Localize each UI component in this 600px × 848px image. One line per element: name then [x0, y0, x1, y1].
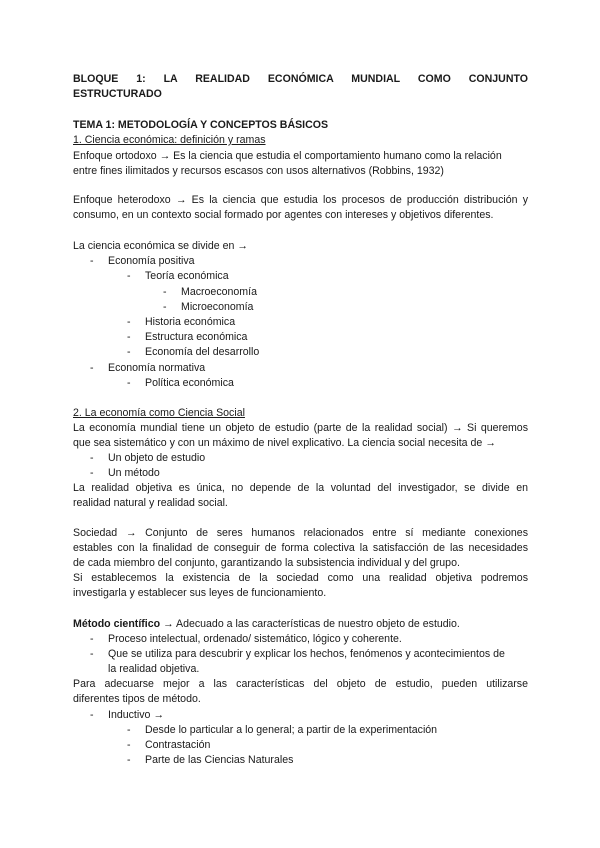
- list-dash: -: [127, 754, 131, 766]
- list-dash: -: [90, 362, 94, 374]
- list-item: Un objeto de estudio: [108, 452, 206, 464]
- list-item: Macroeconomía: [181, 286, 257, 298]
- list-item: Proceso intelectual, ordenado/ sistemático, lógico y coherente.: [108, 633, 402, 645]
- list-item: Estructura económica: [145, 331, 248, 343]
- s2-p1-line1: La economía mundial tiene un objeto de estudio (parte de la realidad social) → Si queremos: [73, 422, 528, 434]
- list-dash: -: [90, 633, 94, 645]
- metodo-def: → Adecuado a las características de nuestro objeto de estudio.: [160, 618, 460, 630]
- s2-p2-line1: La realidad objetiva es única, no depende de la voluntad del investigador, se divide en: [73, 482, 528, 494]
- list-dash: -: [163, 286, 167, 298]
- section2-heading: 2. La economía como Ciencia Social: [73, 407, 245, 419]
- metodo-p-line1: Para adecuarse mejor a las características del objeto de estudio, pueden utilizarse: [73, 678, 528, 690]
- list-dash: -: [90, 709, 94, 721]
- list-item-cont: la realidad objetiva.: [108, 663, 200, 675]
- list-dash: -: [163, 301, 167, 313]
- list-item: Economía del desarrollo: [145, 346, 260, 358]
- bloque-title-line1: BLOQUE 1: LA REALIDAD ECONÓMICA MUNDIAL COMO CONJUNTO: [73, 73, 528, 85]
- heterodoxo-line1: Enfoque heterodoxo → Es la ciencia que estudia los procesos de producción distribución y: [73, 194, 528, 206]
- s2-p1-line2: que sea sistemático y con un máximo de nivel explicativo. La ciencia social necesita de →: [73, 437, 496, 449]
- divide-line: La ciencia económica se divide en →: [73, 240, 248, 252]
- list-item: Microeconomía: [181, 301, 254, 313]
- list-dash: -: [127, 724, 131, 736]
- ortodoxo-line1: Enfoque ortodoxo → Es la ciencia que estudia el comportamiento humano como la relación: [73, 150, 502, 162]
- tema-title: TEMA 1: METODOLOGÍA Y CONCEPTOS BÁSICOS: [73, 119, 329, 131]
- sociedad-line3: de cada miembro del conjunto, garantizando la subsistencia individual y del grupo.: [73, 557, 460, 569]
- metodo-p-line2: diferentes tipos de método.: [73, 693, 201, 705]
- list-item: Un método: [108, 467, 160, 479]
- list-dash: -: [127, 739, 131, 751]
- heterodoxo-line2: consumo, en un contexto social formado por agentes con intereses y objetivos diferentes.: [73, 209, 494, 221]
- sociedad-line1: Sociedad → Conjunto de seres humanos relacionados entre sí mediante conexiones: [73, 527, 528, 539]
- list-dash: -: [90, 255, 94, 267]
- list-dash: -: [90, 467, 94, 479]
- ortodoxo-line2: entre fines ilimitados y recursos escasos con usos alternativos (Robbins, 1932): [73, 165, 444, 177]
- sociedad-line4: Si establecemos la existencia de la sociedad como una realidad objetiva podremos: [73, 572, 528, 584]
- list-dash: -: [90, 648, 94, 660]
- list-dash: -: [90, 452, 94, 464]
- list-item: Economía normativa: [108, 362, 206, 374]
- list-dash: -: [127, 270, 131, 282]
- sociedad-line5: investigarla y establecer sus leyes de funcionamiento.: [73, 587, 327, 599]
- section1-heading: 1. Ciencia económica: definición y ramas: [73, 134, 266, 146]
- list-item: Inductivo →: [108, 709, 164, 721]
- list-item: Política económica: [145, 377, 234, 389]
- list-item: Contrastación: [145, 739, 211, 751]
- list-dash: -: [127, 316, 131, 328]
- sociedad-line2: estables con la finalidad de conseguir de forma colectiva la satisfacción de las necesidades: [73, 542, 528, 554]
- list-item: Desde lo particular a lo general; a partir de la experimentación: [145, 724, 438, 736]
- list-dash: -: [127, 377, 131, 389]
- list-item: Historia económica: [145, 316, 236, 328]
- bloque-title-line2: ESTRUCTURADO: [73, 88, 162, 100]
- list-dash: -: [127, 331, 131, 343]
- metodo-line: [73, 618, 460, 631]
- list-item: Que se utiliza para descubrir y explicar los hechos, fenómenos y acontecimientos de: [108, 648, 505, 660]
- s2-p2-line2: realidad natural y realidad social.: [73, 497, 228, 509]
- list-item: Economía positiva: [108, 255, 195, 267]
- metodo-term: Método científico: [73, 618, 161, 630]
- list-dash: -: [127, 346, 131, 358]
- list-item: Parte de las Ciencias Naturales: [145, 754, 294, 766]
- list-item: Teoría económica: [145, 270, 229, 282]
